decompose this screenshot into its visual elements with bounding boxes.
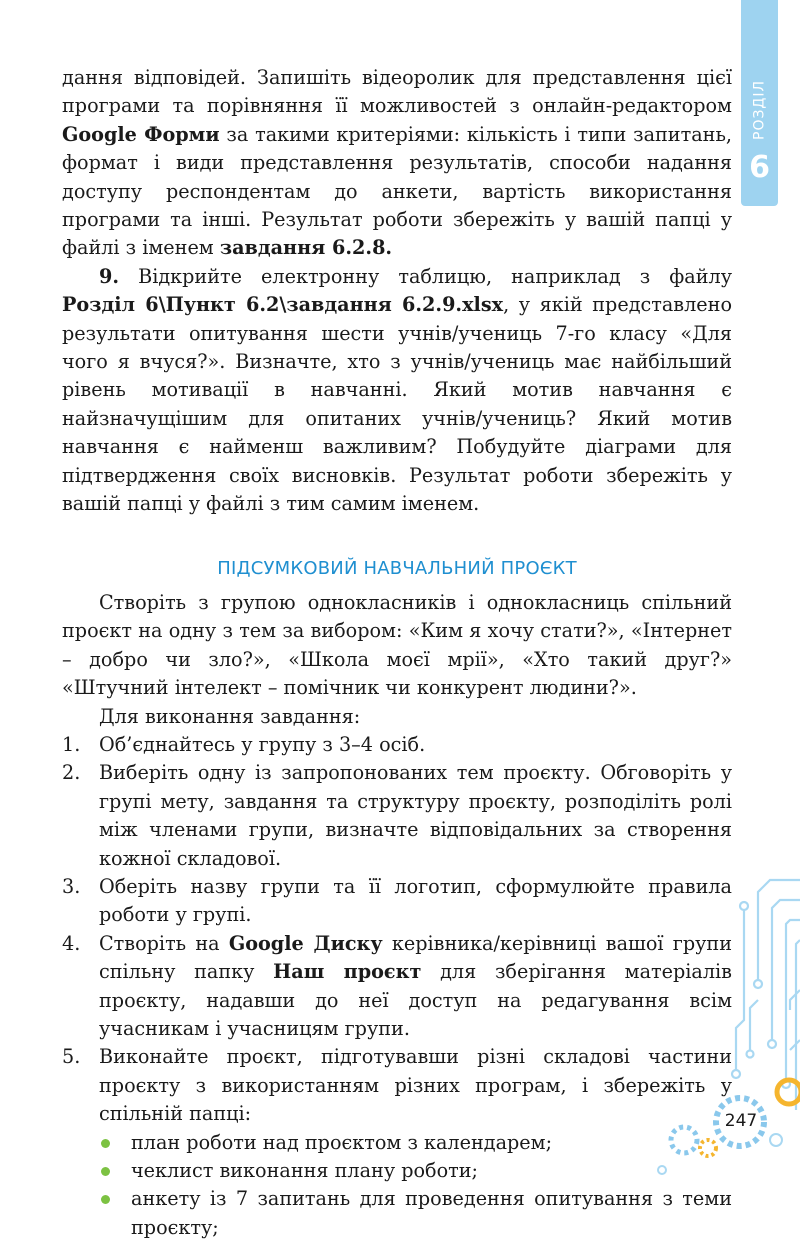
step-number: 1. bbox=[62, 732, 81, 756]
text-run: Оберіть назву групи та її логотип, сформулюйте правила роботи у групі. bbox=[99, 874, 732, 927]
bullet-list bbox=[62, 1129, 732, 1242]
bullet-dot-icon bbox=[101, 1167, 110, 1176]
bullet-dot-icon bbox=[101, 1195, 110, 1204]
text-run: дання відповідей. Запишіть відеоролик для представлення цієї програми та порівняння її можливостей з онлайн-редактором bbox=[62, 66, 732, 118]
step-number: 3. bbox=[62, 874, 81, 898]
bold-text: Наш проєкт bbox=[273, 960, 422, 984]
paragraph-continuation bbox=[62, 64, 732, 263]
bullet-text: чеклист виконання плану роботи; bbox=[131, 1159, 479, 1183]
text-run: Відкрийте електронну таблицю, наприклад з файлу bbox=[119, 264, 732, 288]
step-item bbox=[62, 731, 732, 759]
chapter-number: 6 bbox=[749, 150, 770, 185]
bold-text: Google Диску bbox=[228, 931, 383, 955]
step-item bbox=[62, 930, 732, 1044]
text-run: Виконайте проєкт, підготувавши різні складові частини проєкту з використанням різних програм, і збережіть у спільній папці: bbox=[99, 1045, 732, 1126]
bullet-text: план роботи над проєктом з календарем; bbox=[131, 1130, 553, 1154]
bullet-item bbox=[99, 1129, 732, 1157]
text-run: за такими критеріями: кількість і типи запитань, формат і види представлення результатів, способи надання доступу респондентам до анкети, вартість використання програми та інші. Результат роботи збережіть у вашій папці у файлі з іменем bbox=[62, 122, 732, 260]
text-run: Об’єднайтесь у групу з 3–4 осіб. bbox=[99, 732, 426, 756]
bullet-item bbox=[99, 1185, 732, 1242]
bullet-dot-icon bbox=[101, 1139, 110, 1148]
steps-list bbox=[62, 731, 732, 1129]
page-content bbox=[62, 64, 732, 1242]
bullet-text: анкету із 7 запитань для проведення опитування з теми проєкту; bbox=[131, 1187, 732, 1239]
text-run: для зберігання матеріалів проєкту, надавши до неї доступ на редагування всім учасникам і учасницям групи. bbox=[99, 960, 732, 1040]
text-run: , у якій представлено результати опитування шести учнів/учениць 7-го класу «Для чого я вчуся?». Визначте, хто з учнів/учениць має найбільший рівень мотивації в навчанні. Який мотив навчання є найзначущішим для опитаних учнів/учениць? Який мотив навчання є найменш важливим? Побудуйте діаграми для підтвердження своїх висновків. Результат роботи збережіть у вашій папці у файлі з тим самим іменем. bbox=[62, 293, 732, 516]
bold-text: Google Форми bbox=[62, 122, 220, 146]
bold-text: завдання 6.2.8. bbox=[219, 236, 393, 260]
project-intro: Створіть з групою однокласників і однокласниць спільний проєкт на одну з тем за вибором: «Ким я хочу стати?», «Інтернет – добро чи зло?», «Школа моєї мрії», «Хто такий друг?» «Штучний інтелект – помічник чи конкурент людини?». bbox=[62, 590, 732, 700]
project-lead: Для виконання завдання: bbox=[99, 704, 361, 728]
bold-text: Розділ 6\Пункт 6.2\завдання 6.2.9.xlsx bbox=[62, 293, 504, 317]
bullet-item bbox=[99, 1157, 732, 1185]
step-number: 2. bbox=[62, 761, 81, 785]
step-item bbox=[62, 1043, 732, 1128]
step-number: 5. bbox=[62, 1045, 81, 1069]
section-heading: ПІДСУМКОВИЙ НАВЧАЛЬНИЙ ПРОЄКТ bbox=[217, 557, 577, 579]
text-run: Створіть на bbox=[99, 931, 229, 955]
text-run: керівника/керівниці вашої групи спільну папку bbox=[99, 931, 732, 984]
step-item bbox=[62, 759, 732, 873]
task-9 bbox=[62, 263, 732, 519]
chapter-label: РОЗДІЛ bbox=[751, 79, 768, 141]
step-number: 4. bbox=[62, 931, 81, 955]
text-run: Виберіть одну із запропонованих тем проєкту. Обговоріть у групі мету, завдання та структуру проєкту, розподіліть ролі між членами групи, визначте відповідальних за створення кожної складової. bbox=[99, 761, 732, 870]
step-item bbox=[62, 873, 732, 930]
bold-text: 9. bbox=[99, 264, 120, 288]
page-number: 247 bbox=[724, 1111, 758, 1131]
